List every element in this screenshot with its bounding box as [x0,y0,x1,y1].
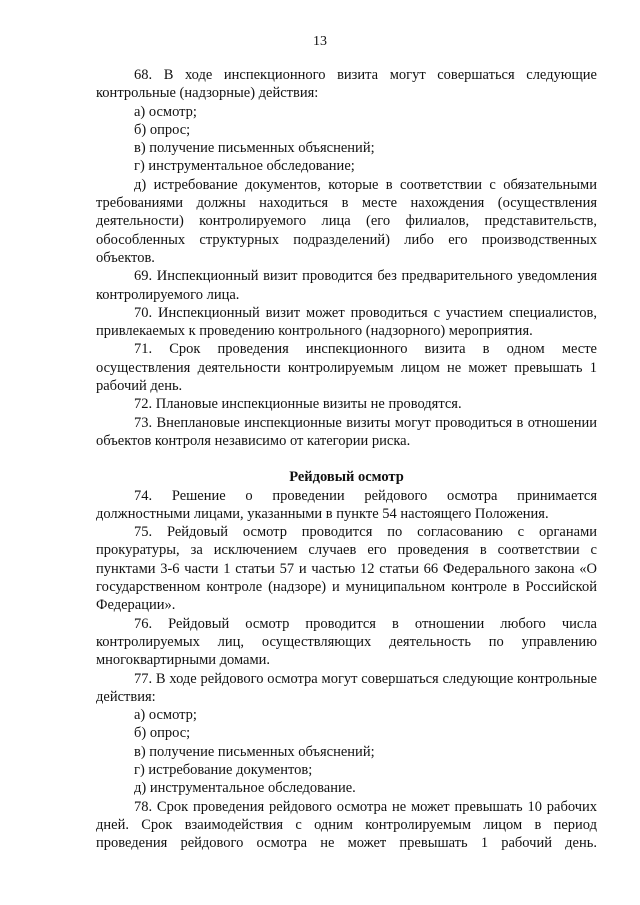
list-item: г) истребование документов; [134,761,313,778]
paragraph: 72. Плановые инспекционные визиты не проводятся. [134,396,462,413]
paragraph: 77. В ходе рейдового осмотра могут совершаться следующие контрольные действия: [96,670,597,705]
paragraph: 70. Инспекционный визит может проводиться с участием специалистов, привлекаемых к проведению контрольного (надзорного) мероприятия. [96,304,597,340]
paragraph: 78. Срок проведения рейдового осмотра не может превышать 10 рабочих дней. Срок взаимодействия с одним контролируемым лицом в период проведения рейдового осмотра не может превышать 1 рабочий день. [96,798,597,852]
paragraph: 69. Инспекционный визит проводится без предварительного уведомления контролируемого лица. [96,268,597,303]
section-inspection-visit [96,66,597,450]
list-item: б) опрос; [134,121,191,138]
paragraph: 75. Рейдовый осмотр проводится по согласованию с органами прокуратуры, за исключением случаев его проведения в соответствии с пунктами 3-6 части 1 статьи 57 и частью 12 статьи 66 Федерального закона «О государственном контроле (надзоре) и муниципальном контроле в Российской Федерации». [96,524,597,614]
page-number: 13 [313,34,327,49]
list-item: д) истребование документов, которые в соответствии с обязательными требованиями должны находиться в месте нахождения (осуществления деятельности) контролируемого лица (его филиалов, представительств, обособленных структурных подразделений) либо его производственных объектов. [96,176,597,266]
list-item: г) инструментальное обследование; [134,158,355,175]
paragraph: 68. В ходе инспекционного визита могут совершаться следующие контрольные (надзорные) действия: [96,67,597,102]
list-item: в) получение письменных объяснений; [134,743,375,760]
paragraph: 71. Срок проведения инспекционного визита в одном месте осуществления деятельности контролируемым лицом не может превышать 1 рабочий день. [96,341,597,395]
list-item: а) осмотр; [134,707,197,724]
section-heading: Рейдовый осмотр [289,469,404,486]
list-item: б) опрос; [134,725,191,742]
paragraph: 73. Внеплановые инспекционные визиты могут проводиться в отношении объектов контроля независимо от категории риска. [96,414,597,449]
list-item: в) получение письменных объяснений; [134,140,375,157]
list-item: а) осмотр; [134,103,197,120]
document-body [96,66,597,852]
paragraph: 74. Решение о проведении рейдового осмотра принимается должностными лицами, указанными в пункте 54 настоящего Положения. [96,487,597,522]
list-item: д) инструментальное обследование. [134,780,356,797]
section-raid-inspection [96,487,597,853]
paragraph: 76. Рейдовый осмотр проводится в отношении любого числа контролируемых лиц, осуществляющих деятельность по управлению многоквартирными домами. [96,615,597,669]
